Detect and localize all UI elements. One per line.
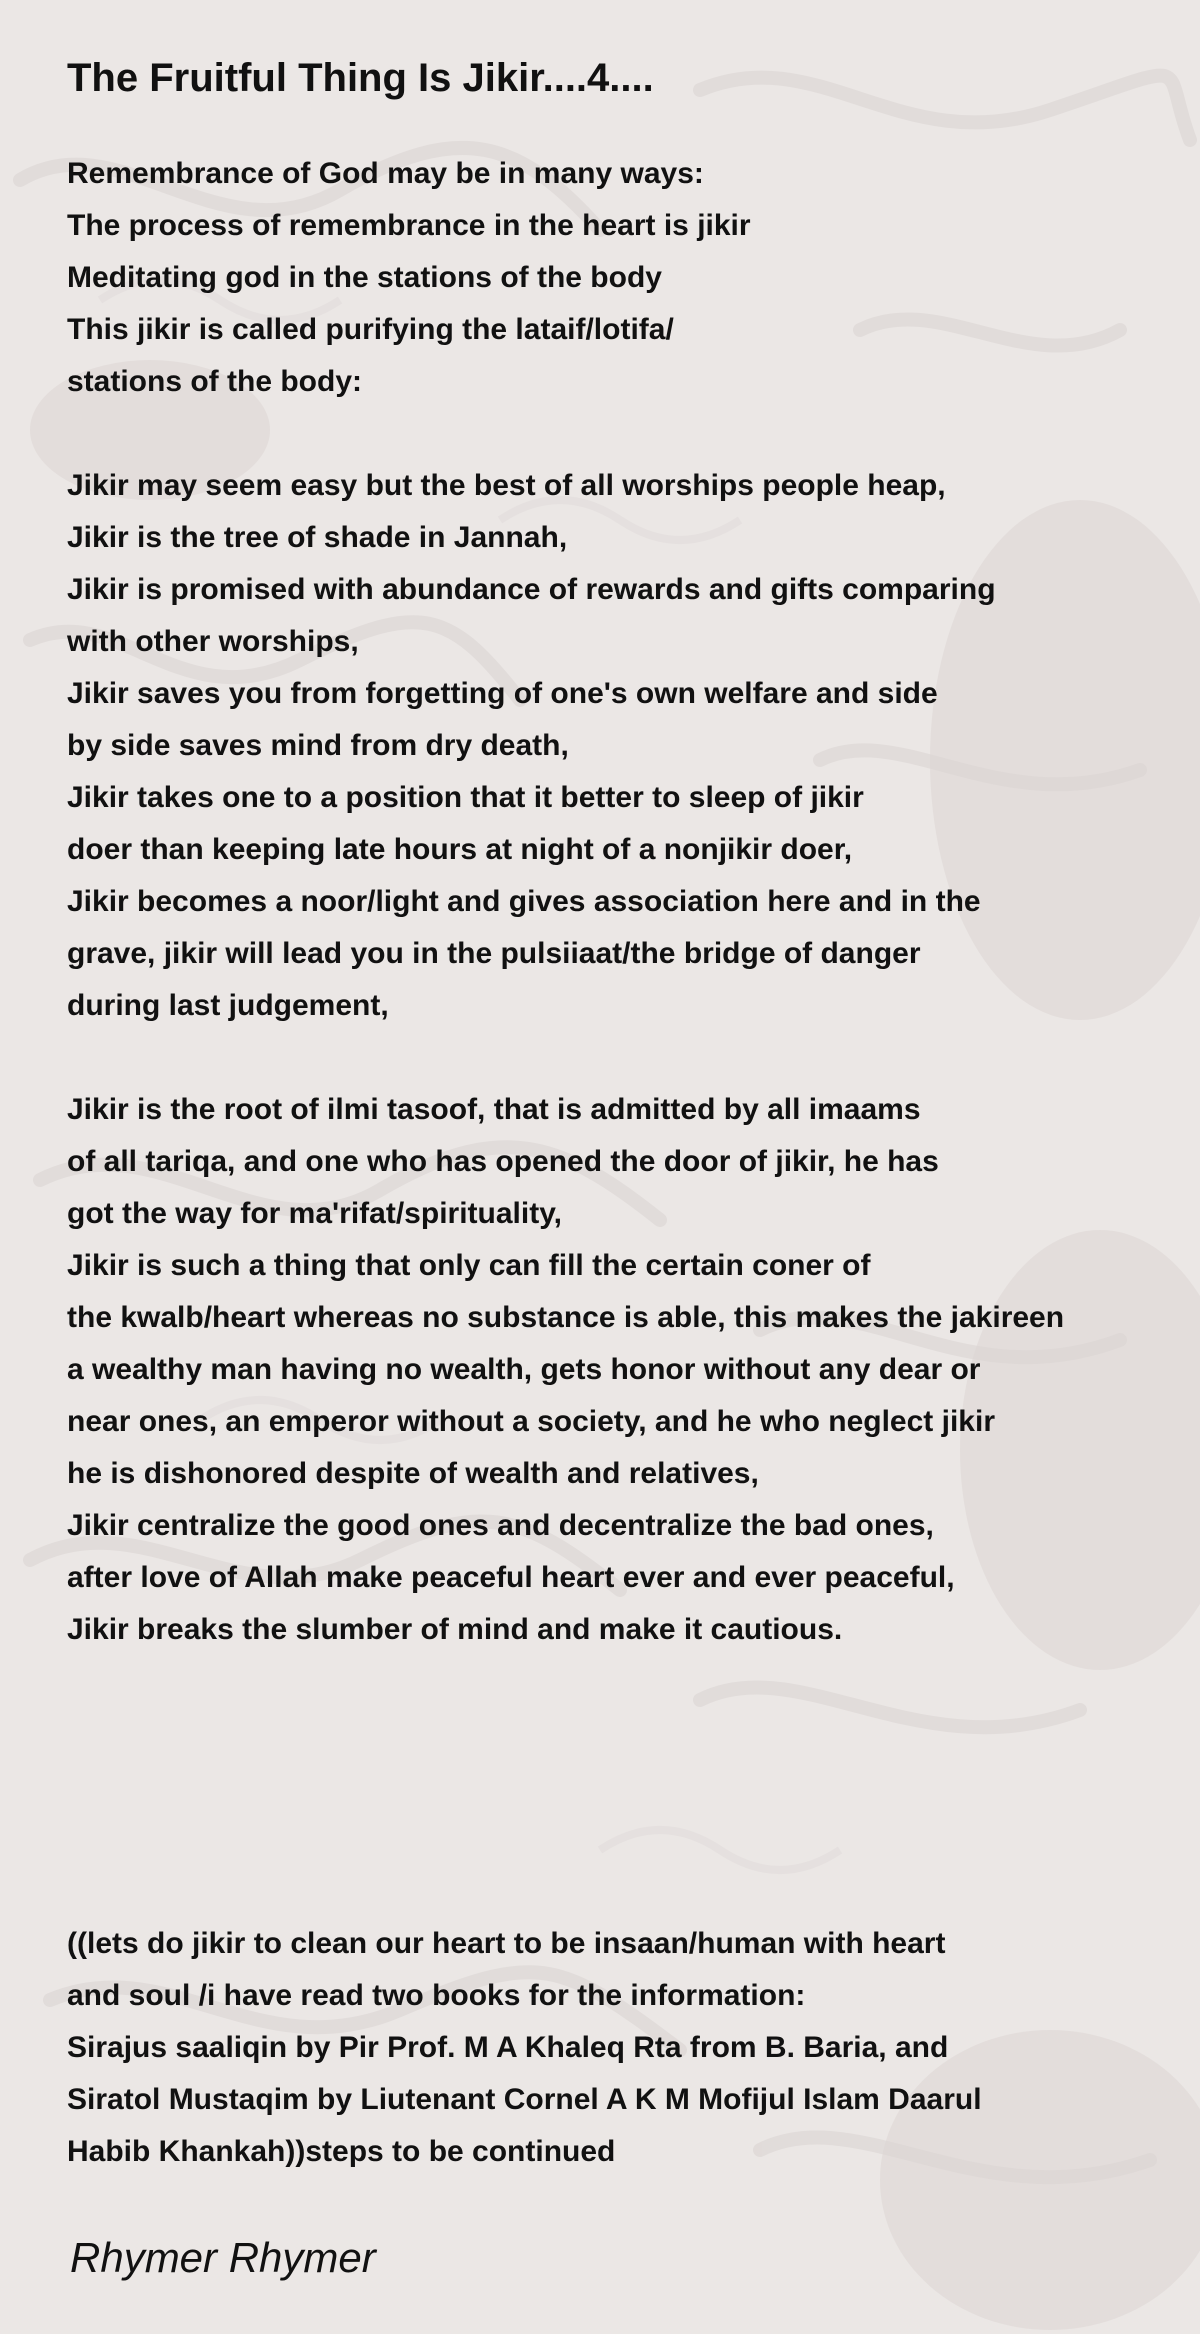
poem-line: Habib Khankah))steps to be continued xyxy=(67,2135,616,2168)
poem-line: This jikir is called purifying the lataif/lotifa/ xyxy=(67,313,674,346)
poem-line: Siratol Mustaqim by Liutenant Cornel A K M Mofijul Islam Daarul xyxy=(67,2083,982,2116)
poem-line: after love of Allah make peaceful heart ever and ever peaceful, xyxy=(67,1561,955,1594)
poem-line: of all tariqa, and one who has opened the door of jikir, he has xyxy=(67,1145,939,1178)
poem-title: The Fruitful Thing Is Jikir....4.... xyxy=(67,56,654,100)
poem-line: Remembrance of God may be in many ways: xyxy=(67,157,704,190)
poem-line: Jikir takes one to a position that it better to sleep of jikir xyxy=(67,781,864,814)
poem-line: Jikir is the root of ilmi tasoof, that is admitted by all imaams xyxy=(67,1093,921,1126)
poem-line: doer than keeping late hours at night of a nonjikir doer, xyxy=(67,833,853,866)
stanza-1 xyxy=(67,148,751,408)
poem-line: by side saves mind from dry death, xyxy=(67,729,569,762)
poem-line: got the way for ma'rifat/spirituality, xyxy=(67,1197,562,1230)
poem-line: Jikir is promised with abundance of rewards and gifts comparing xyxy=(67,573,996,606)
stanza-2 xyxy=(67,460,996,1032)
poem-line: Meditating god in the stations of the body xyxy=(67,261,662,294)
poem-line: during last judgement, xyxy=(67,989,389,1022)
poem-author[interactable]: Rhymer Rhymer xyxy=(70,2234,376,2281)
poem-line: Jikir may seem easy but the best of all worships people heap, xyxy=(67,469,946,502)
poem-line: Jikir breaks the slumber of mind and make it cautious. xyxy=(67,1613,843,1646)
poem-line: and soul /i have read two books for the information: xyxy=(67,1979,806,2012)
poem-line: Jikir becomes a noor/light and gives association here and in the xyxy=(67,885,981,918)
poem-line: near ones, an emperor without a society, and he who neglect jikir xyxy=(67,1405,995,1438)
poem-line: Jikir centralize the good ones and decentralize the bad ones, xyxy=(67,1509,934,1542)
poem-line: Jikir is such a thing that only can fill the certain coner of xyxy=(67,1249,871,1282)
poem-line: Sirajus saaliqin by Pir Prof. M A Khaleq Rta from B. Baria, and xyxy=(67,2031,949,2064)
poem-line: the kwalb/heart whereas no substance is able, this makes the jakireen xyxy=(67,1301,1065,1334)
stanza-4 xyxy=(67,1918,982,2178)
poem-line: stations of the body: xyxy=(67,365,362,398)
poem-line: a wealthy man having no wealth, gets honor without any dear or xyxy=(67,1353,981,1386)
poem-line: Jikir saves you from forgetting of one's own welfare and side xyxy=(67,677,938,710)
poem-line: Jikir is the tree of shade in Jannah, xyxy=(67,521,568,554)
poem-line: The process of remembrance in the heart is jikir xyxy=(67,209,751,242)
poem-line: he is dishonored despite of wealth and relatives, xyxy=(67,1457,759,1490)
stanza-3 xyxy=(67,1084,1064,1656)
poem-line: with other worships, xyxy=(67,625,359,658)
poem-line: ((lets do jikir to clean our heart to be insaan/human with heart xyxy=(67,1927,946,1960)
poem-line: grave, jikir will lead you in the pulsiiaat/the bridge of danger xyxy=(67,937,921,970)
